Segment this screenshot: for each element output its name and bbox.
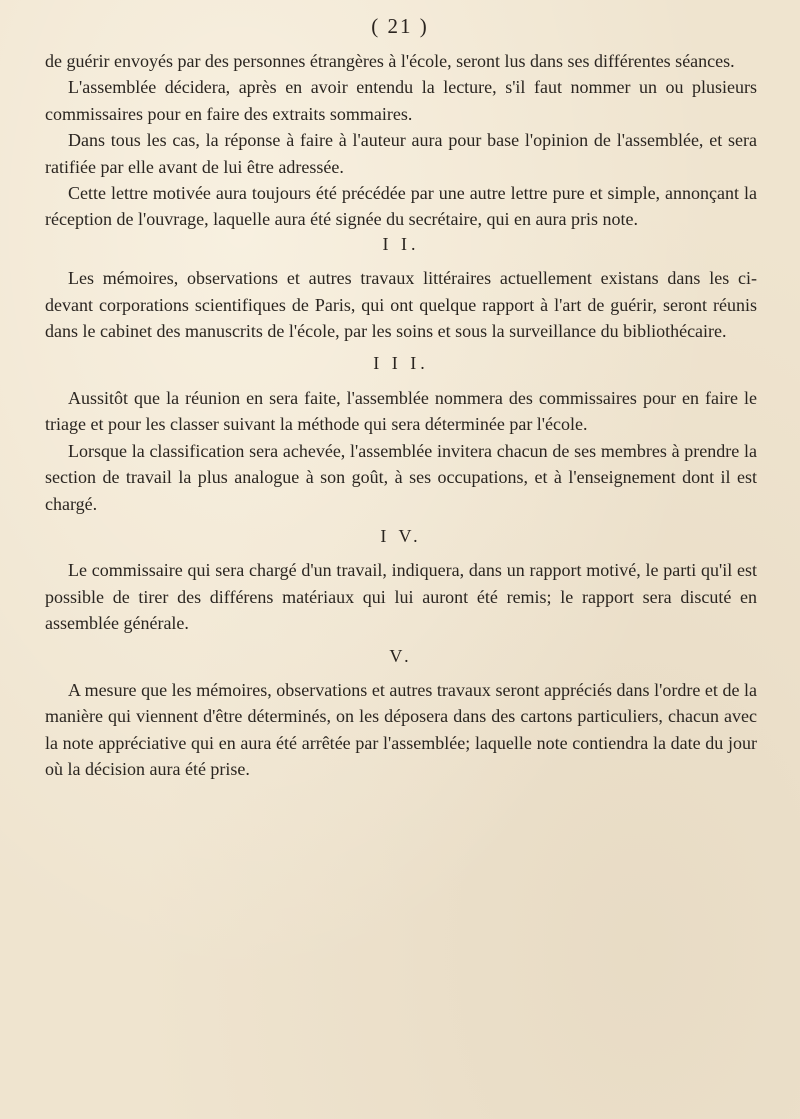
paragraph: Le commissaire qui sera chargé d'un travail, indiquera, dans un rapport motivé, le parti qu'il est possible de tirer des différens matériaux qui lui auront été remis; le rapport sera discuté en assemblée générale. (45, 560, 757, 634)
paragraph: Cette lettre motivée aura toujours été précédée par une autre lettre pure et simple, annonçant la réception de l'ouvrage, laquelle aura été signée du secrétaire, qui en aura pris note. (45, 183, 757, 230)
paragraph: de guérir envoyés par des personnes étrangères à l'école, seront lus dans ses différentes séances. (45, 51, 735, 71)
paragraph: Aussitôt que la réunion en sera faite, l'assemblée nommera des commissaires pour en faire le triage et pour les classer suivant la méthode qui sera déterminée par l'école. (45, 387, 757, 435)
paragraph: Lorsque la classification sera achevée, l'assemblée invitera chacun de ses membres à prendre la section de travail la plus analogue à son goût, à ses occupations, et à l'enseignement dont il est chargé. (45, 440, 757, 514)
section-heading-4: I V. (380, 525, 422, 546)
paragraph: Les mémoires, observations et autres travaux littéraires actuellement existans dans les ci-devant corporations scientifiques de Paris, qui ont quelque rapport à l'art de guérir, seront réunis dans le cabinet des manuscrits de l'école, par les soins et sous la surveillance du bibliothécaire. (45, 268, 757, 342)
paragraph: L'assemblée décidera, après en avoir entendu la lecture, s'il faut nommer un ou plusieurs commissaires pour en faire des extraits sommaires. (45, 77, 757, 124)
paragraph: A mesure que les mémoires, observations et autres travaux seront appréciés dans l'ordre et de la manière qui viennent d'être déterminés, on les déposera dans des cartons particuliers, chacun avec la note appréciative qui en aura été arrêtée par l'assemblée; laquelle note contiendra la date du jour où la décision aura été prise. (45, 679, 757, 780)
section-heading-5: V. (389, 645, 413, 666)
paragraph: Dans tous les cas, la réponse à faire à l'auteur aura pour base l'opinion de l'assemblée, et sera ratifiée par elle avant de lui être adressée. (45, 130, 757, 177)
body-text (45, 48, 757, 783)
section-heading-2: I I. (382, 233, 420, 254)
section-heading-3: I I I. (373, 353, 429, 374)
page-number: ( 21 ) (371, 14, 429, 38)
